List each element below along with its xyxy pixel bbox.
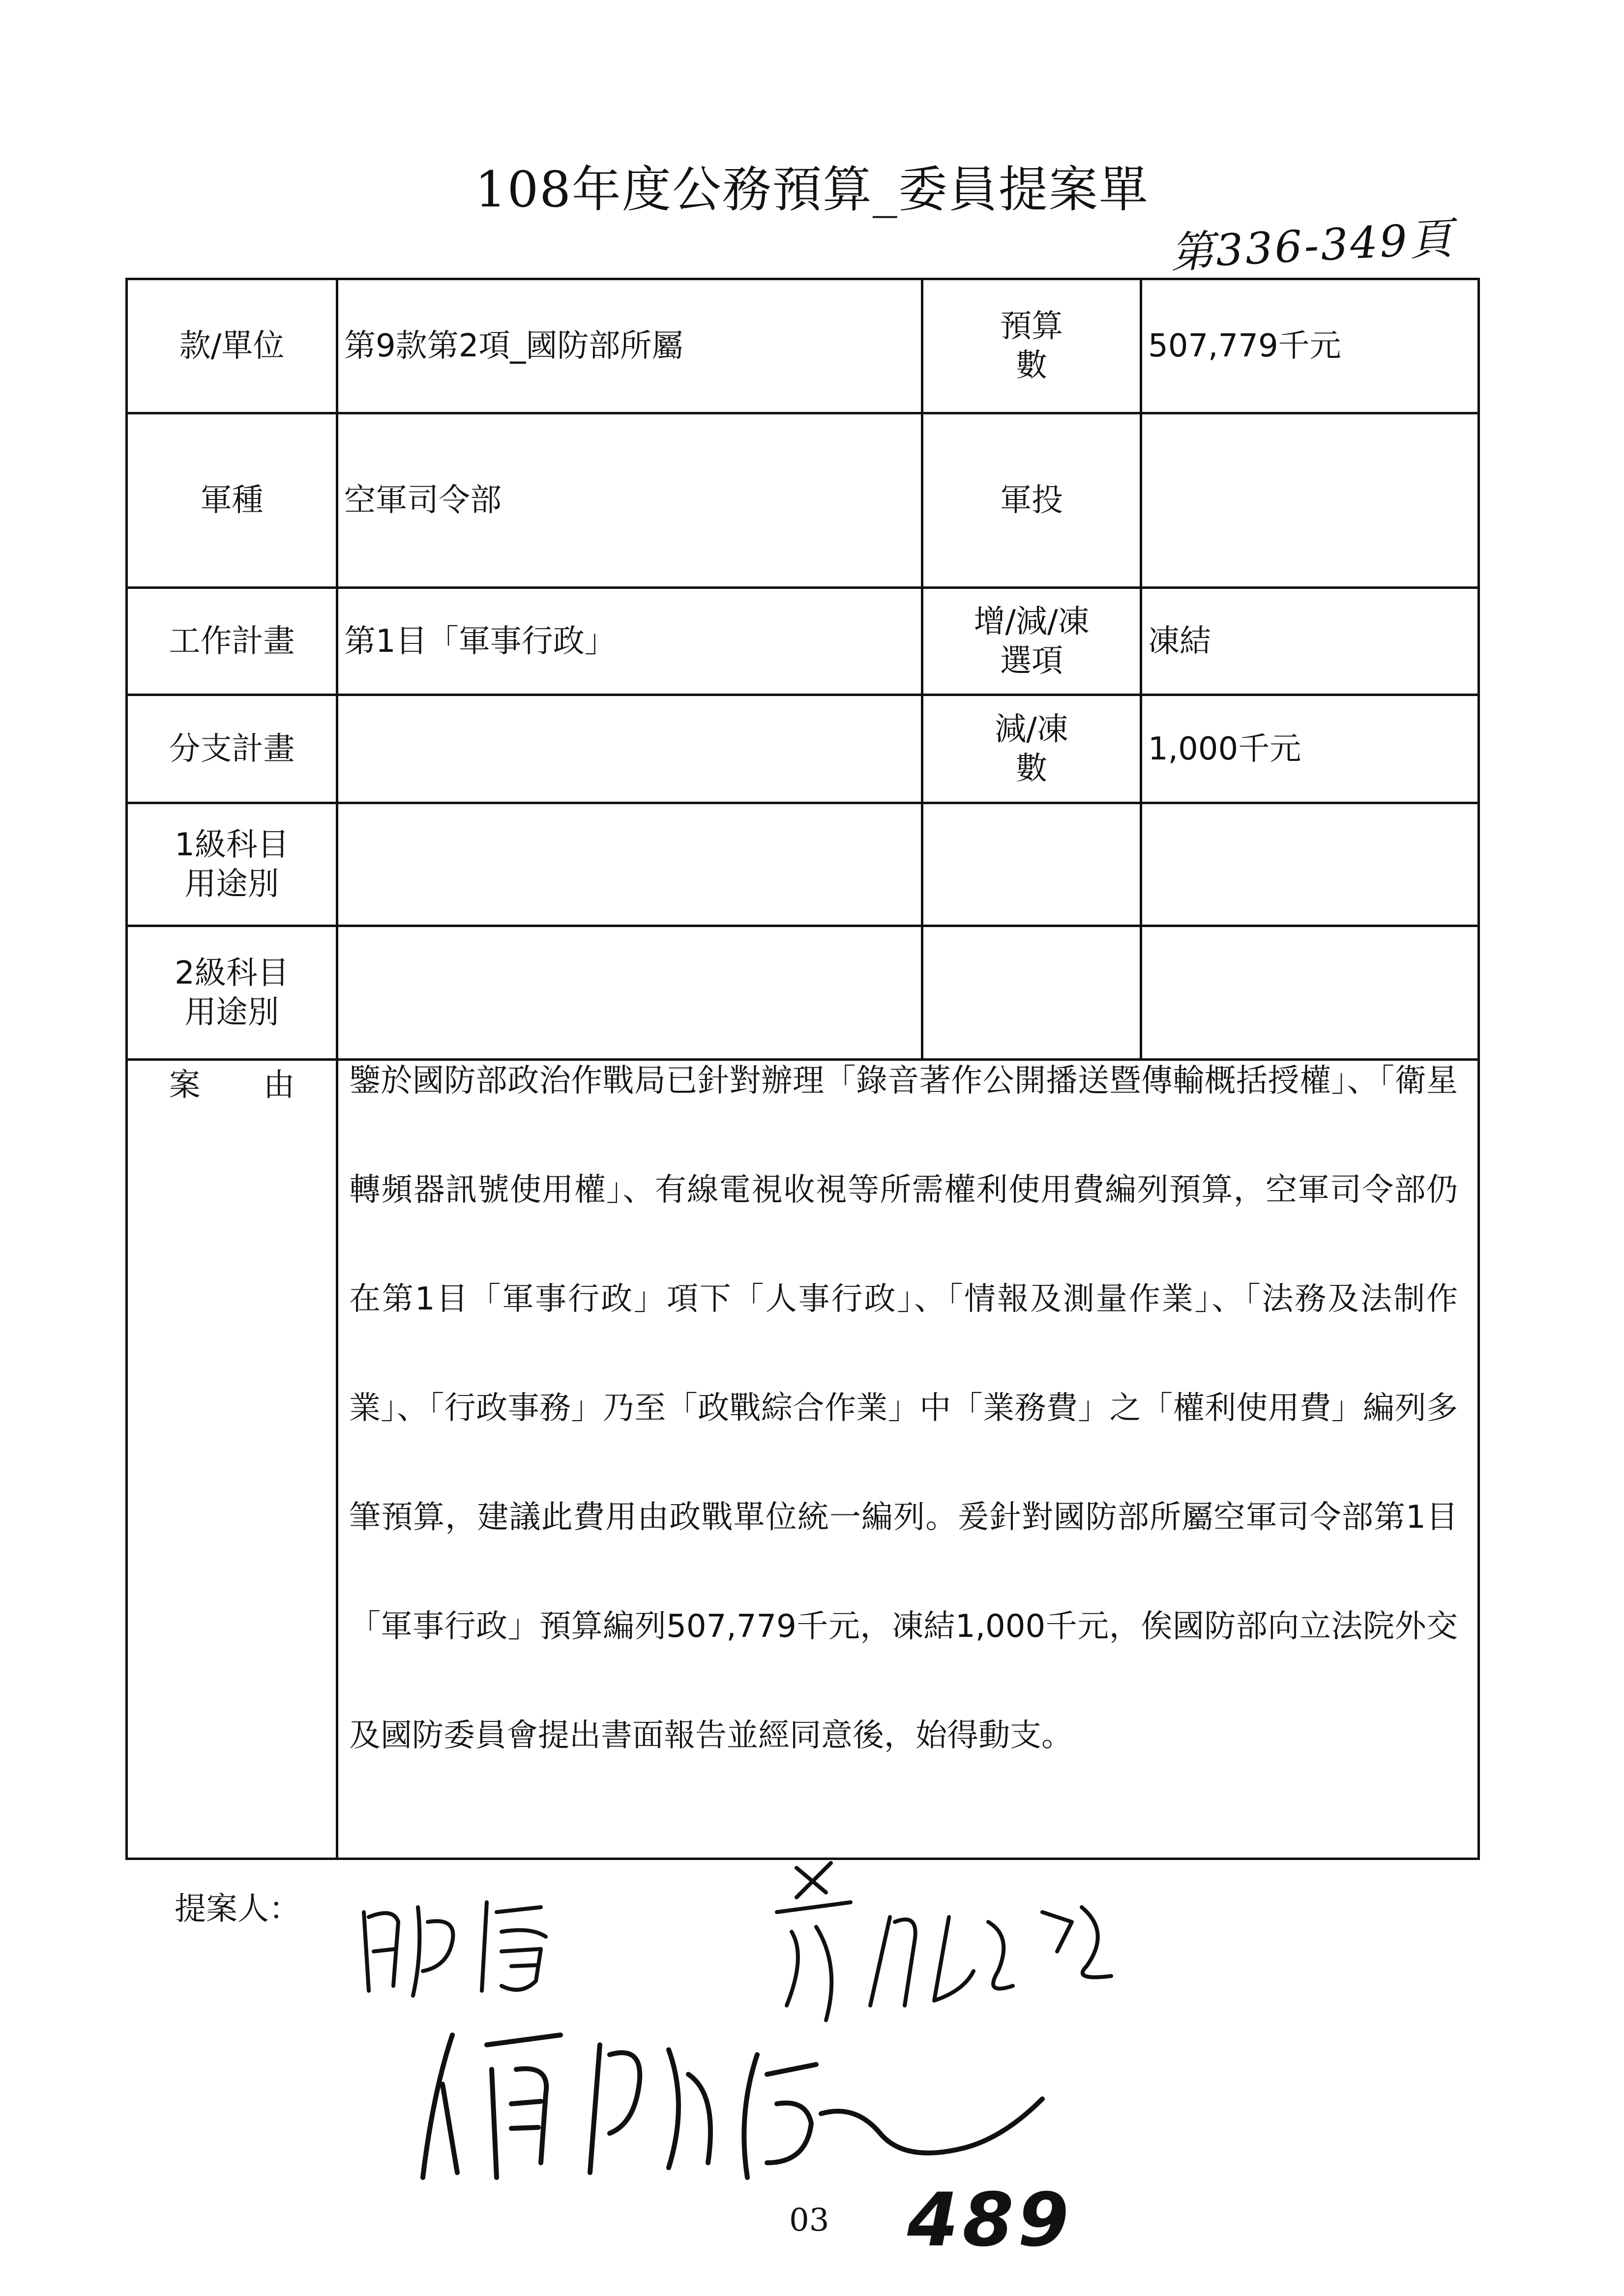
row-reason [127,1060,1479,1859]
level1-extra-value [1141,803,1479,926]
document-title: 108年度公務預算_委員提案單 [475,161,1149,218]
row-unit [127,279,1479,413]
branch-plan-value [337,695,922,803]
budget-amount-label: 預算 數 [922,279,1141,413]
row-service [127,413,1479,588]
military-investment-value [1141,413,1479,588]
adjust-option-value: 凍結 [1141,588,1479,695]
signature-2 [767,1858,1141,2035]
adjust-option-label: 增/減/凍 選項 [922,588,1141,695]
reason-text: 鑒於國防部政治作戰局已針對辦理「錄音著作公開播送暨傳輸概括授權」、「衛星轉頻器訊號使用權」、有線電視收視等所需權利使用費編列預算，空軍司令部仍在第1目「軍事行政」項下「人事行政」、「情報及測量作業」、「法務及法制作業」、「行政事務」乃至「政戰綜合作業」中「業務費」之「權利使用費」編列多筆預算，建議此費用由政戰單位統一編列。爰針對國防部所屬空軍司令部第1目「軍事行政」預算編列507,779千元，凍結1,000千元，俟國防部向立法院外交及國防委員會提出書面報告並經同意後，始得動支。 [349,1063,1458,1754]
page-number: 03 [789,2202,829,2238]
page-reference: 第336-349頁 [1169,212,1456,279]
level1-subject-label: 1級科目 用途別 [127,803,337,926]
work-plan-value: 第1目「軍事行政」 [337,588,922,695]
proposal-form-table [125,278,1480,1860]
proposer-label: 提案人： [175,1891,300,1927]
reason-label: 案 由 [127,1060,337,1859]
row-work-plan [127,588,1479,695]
unit-label: 款/單位 [127,279,337,413]
handwritten-page-number: 489 [907,2178,1073,2263]
service-label: 軍種 [127,413,337,588]
signature-3 [413,2015,1052,2192]
reduce-freeze-amount-label: 減/凍 數 [922,695,1141,803]
row-level1-subject [127,803,1479,926]
service-value: 空軍司令部 [337,413,922,588]
unit-value: 第9款第2項_國防部所屬 [337,279,922,413]
level1-extra-label [922,803,1141,926]
branch-plan-label: 分支計畫 [127,695,337,803]
level1-subject-value [337,803,922,926]
reduce-freeze-amount-value: 1,000千元 [1141,695,1479,803]
military-investment-label: 軍投 [922,413,1141,588]
signature-1 [354,1892,590,2005]
row-branch-plan [127,695,1479,803]
work-plan-label: 工作計畫 [127,588,337,695]
reason-cell [337,1060,1479,1859]
budget-amount-value: 507,779千元 [1141,279,1479,413]
level2-subject-label: 2級科目 用途別 [127,926,337,1060]
